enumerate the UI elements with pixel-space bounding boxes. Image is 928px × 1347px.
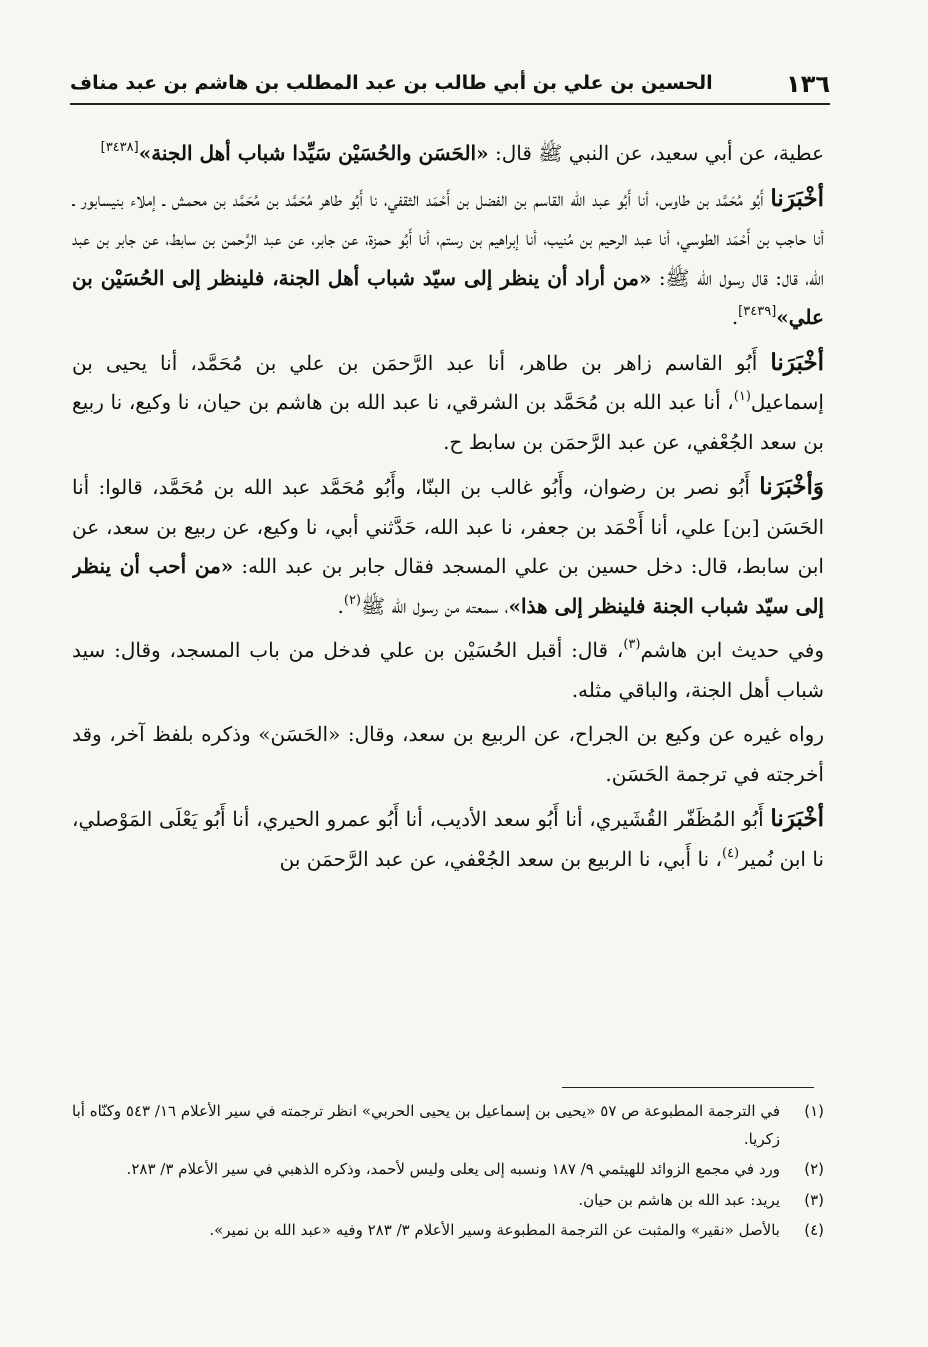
paragraph — [72, 799, 824, 879]
page-header — [70, 60, 830, 100]
footnote-marker[interactable]: (٣) — [623, 637, 641, 652]
paragraph-text: أَبُو نصر بن رضوان، وأَبُو غالب بن البنّا، وأَبُو مُحَمَّد عبد الله بن مُحَمَّد، قالوا: أنا الحَسَن [بن] علي، أنا أَحْمَد بن جعفر، نا عبد الله، حَدَّثني أبي، نا وكيع، عن ربيع بن سعد، عن ابن سابط، قال: دخل حسين بن علي المسجد فقال جابر بن عبد الله: — [72, 475, 824, 578]
isnad-lead: أخْبَرَنا — [770, 184, 824, 212]
paragraph-text-continued: ، نا أَبي، نا الربيع بن سعد الجُعْفي، عن عبد الرَّحمَن بن — [279, 846, 722, 871]
isnad-lead: وَأخْبَرَنا — [759, 473, 824, 500]
hadith-quote: «الحَسَن والحُسَيْن سَيِّدا شباب أهل الجنة» — [138, 141, 489, 165]
paragraph — [72, 715, 824, 794]
footnotes — [72, 1098, 824, 1288]
paragraph-text: رواه غيره عن وكيع بن الجراح، عن الربيع بن سعد، وقال: «الحَسَن» وذكره بلفظ آخر، وقد أخرجته في ترجمة الحَسَن. — [72, 722, 824, 786]
paragraph-text-continued: ، قال: أقبل الحُسَيْن بن علي فدخل من باب المسجد، وقال: سيد شباب أهل الجنة، والباقي مثله. — [72, 638, 824, 702]
footnote-marker[interactable]: (١) — [733, 389, 751, 404]
paragraph — [72, 179, 824, 338]
paragraph — [72, 467, 824, 626]
footnote-item — [72, 1217, 824, 1245]
page-number: ١٣٦ — [786, 70, 830, 98]
footnote-text: بالأصل «نقير» والمثبت عن الترجمة المطبوعة وسير الأعلام ٣/ ٢٨٣ وفيه «عبد الله بن نمير». — [209, 1221, 780, 1239]
footnote-separator — [562, 1087, 814, 1088]
paragraph — [72, 631, 824, 710]
footnote-marker[interactable]: (٤) — [721, 845, 740, 861]
footnote-text: ورد في مجمع الزوائد للهيثمي ٩/ ١٨٧ ونسبه إلى يعلى وليس لأحمد، وذكره الذهبي في سير الأعلام ٣/ ٢٨٣. — [126, 1160, 780, 1178]
footnote-number: (٢) — [804, 1160, 824, 1178]
paragraph — [72, 134, 824, 174]
hadith-reference: [٣٤٣٨] — [100, 140, 139, 155]
isnad-lead: أخْبَرَنا — [770, 348, 824, 376]
footnote-marker[interactable]: (٢) — [343, 592, 361, 608]
paragraph-text-continued: ، أنا عبد الله بن مُحَمَّد بن الشرقي، نا عبد الله بن هاشم بن حيان، نا وكيع، نا ربيع بن سعد الجُعْفي، عن عبد الرَّحمَن بن سابط ح. — [72, 390, 824, 454]
paragraph-text: أَبُو مُحَمَّد بن طاوس، أنا أَبُو عبد الله القاسم بن الفضل بن أَحْمَد الثقفي، نا أَبُو طاهر مُحَمَّد بن مُحَمَّد بن محمش ـ إملاء بنيسابور ـ أنا حاجب بن أَحْمَد الطوسي، أنا عبد الرحيم بن مُنيب، أنا إبراهيم بن رستم، أنا أَبُو حمزة، عن جابر، عن عبد الرَّحمن بن سابط، عن جابر بن عبد الله، قال: قال رسول الله ﷺ: — [72, 186, 824, 290]
hadith-quote: «من أحب أن ينظر إلى سيّد شباب الجنة فلينظر إلى هذا» — [72, 554, 824, 618]
isnad-lead: أخْبَرَنا — [770, 805, 824, 832]
paragraph — [72, 343, 824, 463]
paragraph-text: عطية، عن أبي سعيد، عن النبي ﷺ قال: — [488, 141, 824, 165]
paragraph-text: أَبُو القاسم زاهر بن طاهر، أنا عبد الرَّحمَن بن علي بن مُحَمَّد، أنا يحيى بن إسماعيل — [72, 350, 824, 414]
footnote-text: في الترجمة المطبوعة ص ٥٧ «يحيى بن إسماعيل بن يحيى الحربي» انظر ترجمته في سير الأعلام ١٦/ ٥٤٣ وكنّاه أبا زكريا. — [72, 1102, 781, 1148]
footnote-text: يريد: عبد الله بن هاشم بن حيان. — [578, 1190, 780, 1209]
hadith-quote: «من أراد أن ينظر إلى سيّد شباب أهل الجنة، فلينظر إلى الحُسَيْن بن علي» — [72, 265, 824, 329]
paragraph-text: أَبُو المُظَفّر القُشَيري، أنا أَبُو سعد الأديب، أنا أَبُو عمرو الحيري، أنا أَبُو يَعْلَى المَوْصلي، نا ابن نُمير — [72, 807, 824, 871]
footnote-item — [72, 1156, 824, 1184]
footnote-number: (١) — [804, 1102, 824, 1120]
footnote-number: (٣) — [804, 1190, 824, 1209]
header-rule — [70, 103, 830, 105]
hadith-reference: [٣٤٣٩] — [738, 304, 777, 319]
paragraph-tail: . — [337, 593, 344, 618]
paragraph-text-continued: ، سمعته من رسول الله ﷺ — [361, 593, 509, 618]
footnote-item — [72, 1187, 824, 1215]
paragraph-text: وفي حديث ابن هاشم — [640, 638, 824, 662]
paragraph-tail: . — [731, 305, 739, 329]
main-text — [72, 134, 824, 1069]
footnote-item — [72, 1098, 824, 1153]
footnote-number: (٤) — [804, 1221, 824, 1239]
running-title: الحسين بن علي بن أبي طالب بن عبد المطلب بن هاشم بن عبد مناف — [70, 72, 713, 94]
